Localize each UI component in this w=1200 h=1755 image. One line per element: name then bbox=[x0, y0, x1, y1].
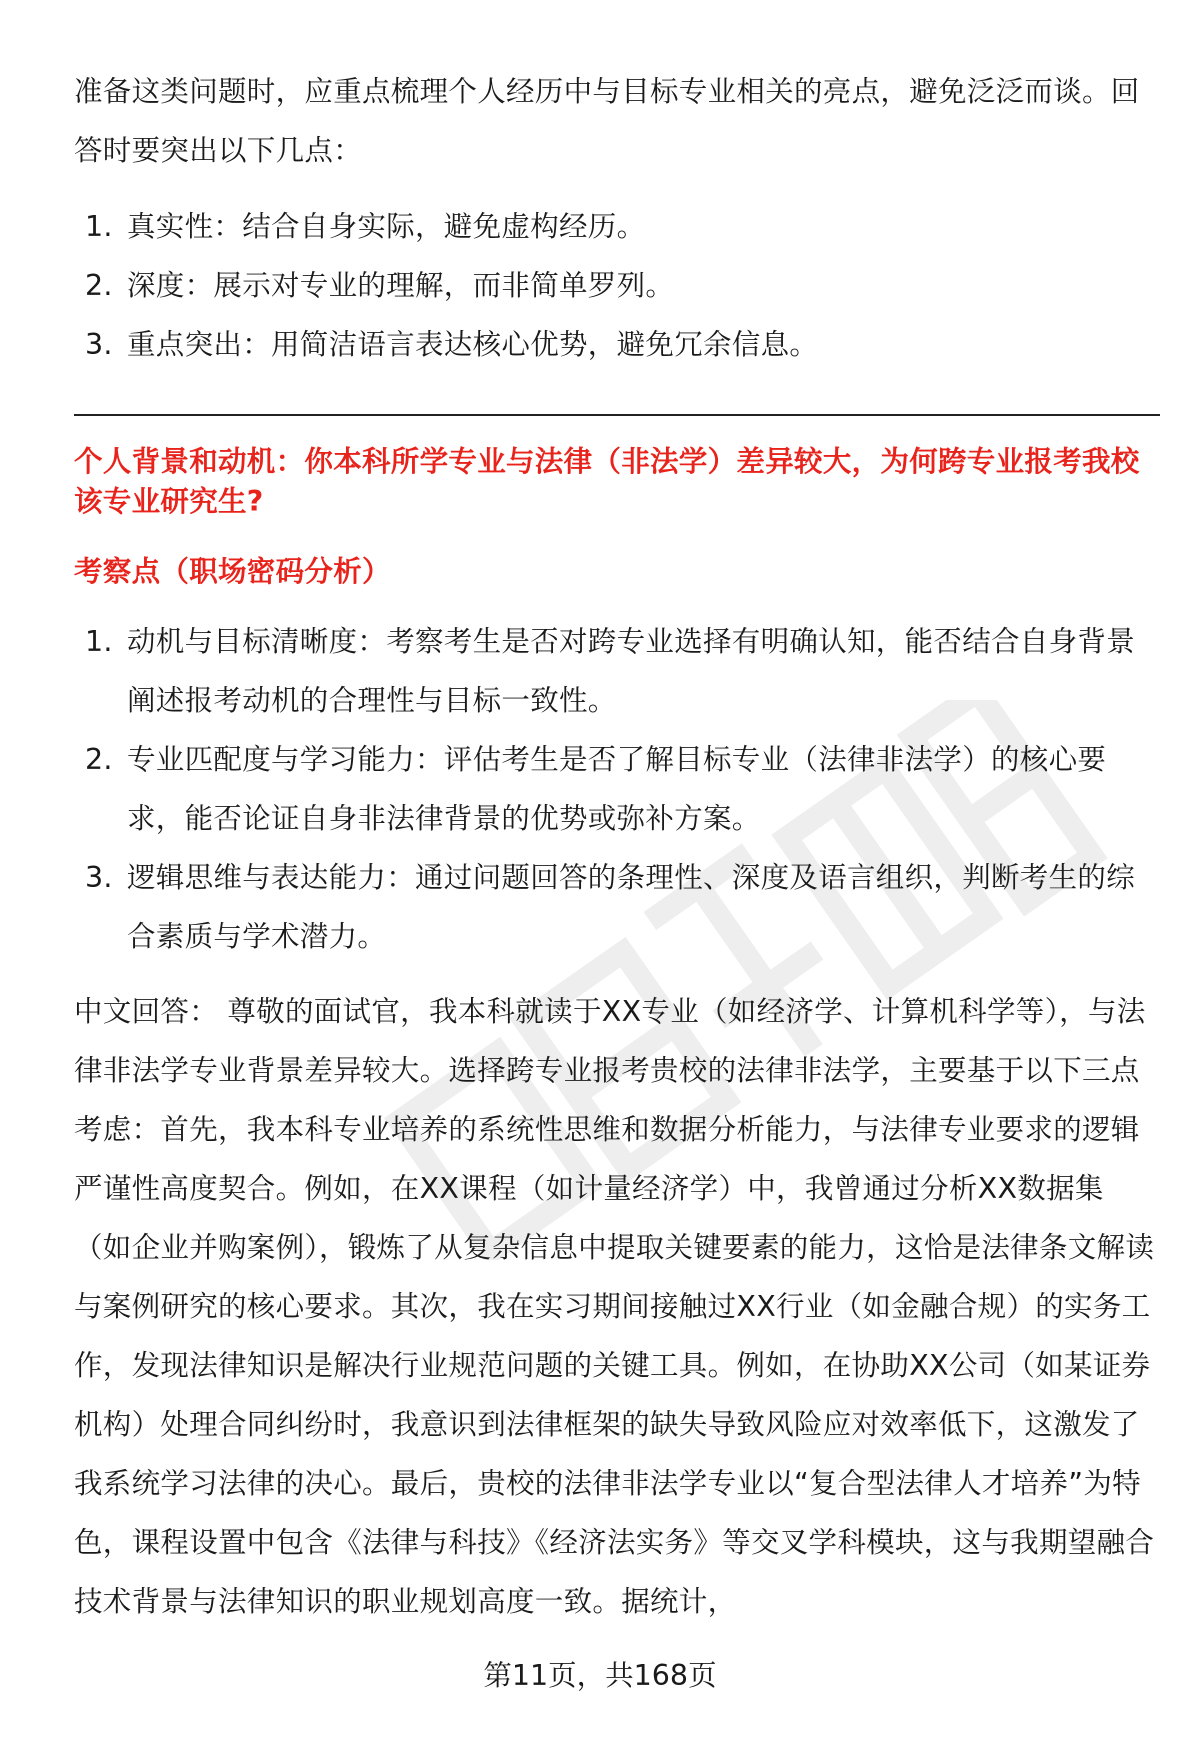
list-item bbox=[74, 256, 1160, 315]
answer-paragraph: 中文回答： 尊敬的面试官，我本科就读于XX专业（如经济学、计算机科学等），与法律非法学专业背景差异较大。选择跨专业报考贵校的法律非法学，主要基于以下三点考虑：首先，我本科专业培养的系统性思维和数据分析能力，与法律专业要求的逻辑严谨性高度契合。例如，在XX课程（如计量经济学）中，我曾通过分析XX数据集（如企业并购案例），锻炼了从复杂信息中提取关键要素的能力，这恰是法律条文解读与案例研究的核心要求。其次，我在实习期间接触过XX行业（如金融合规）的实务工作，发现法律知识是解决行业规范问题的关键工具。例如，在协助XX公司（如某证券机构）处理合同纠纷时，我意识到法律框架的缺失导致风险应对效率低下，这激发了我系统学习法律的决心。最后，贵校的法律非法学专业以“复合型法律人才培养”为特色，课程设置中包含《法律与科技》《经济法实务》等交叉学科模块，这与我期望融合技术背景与法律知识的职业规划高度一致。据统计， bbox=[74, 995, 1155, 1618]
list-text: 深度：展示对专业的理解，而非简单罗列。 bbox=[127, 269, 675, 302]
analysis-list bbox=[74, 612, 1160, 966]
question-subtitle: 考察点（职场密码分析） bbox=[74, 555, 391, 588]
intro-paragraph: 准备这类问题时，应重点梳理个人经历中与目标专业相关的亮点，避免泛泛而谈。回答时要突出以下几点： bbox=[74, 75, 1140, 167]
list-number: 3. bbox=[85, 861, 113, 894]
list-text: 专业匹配度与学习能力：评估考生是否了解目标专业（法律非法学）的核心要求，能否论证自身非法律背景的优势或弥补方案。 bbox=[127, 743, 1107, 835]
list-item bbox=[74, 612, 1160, 730]
list-item bbox=[74, 315, 1160, 374]
list-number: 2. bbox=[85, 269, 113, 302]
question-title: 个人背景和动机：你本科所学专业与法律（非法学）差异较大，为何跨专业报考我校该专业研究生? bbox=[74, 445, 1140, 518]
list-item bbox=[74, 730, 1160, 848]
list-number: 2. bbox=[85, 743, 113, 776]
list-text: 逻辑思维与表达能力：通过问题回答的条理性、深度及语言组织，判断考生的综合素质与学术潜力。 bbox=[127, 861, 1136, 953]
list-text: 动机与目标清晰度：考察考生是否对跨专业选择有明确认知，能否结合自身背景阐述报考动机的合理性与目标一致性。 bbox=[127, 625, 1136, 717]
list-number: 1. bbox=[85, 625, 113, 658]
list-text: 真实性：结合自身实际，避免虚构经历。 bbox=[127, 210, 646, 243]
list-item bbox=[74, 197, 1160, 256]
page-number-footer: 第11页，共168页 bbox=[483, 1659, 717, 1692]
list-item bbox=[74, 848, 1160, 966]
section-divider bbox=[74, 414, 1160, 416]
list-number: 3. bbox=[85, 328, 113, 361]
list-number: 1. bbox=[85, 210, 113, 243]
list-text: 重点突出：用简洁语言表达核心优势，避免冗余信息。 bbox=[127, 328, 819, 361]
intro-list bbox=[74, 197, 1160, 374]
page-content bbox=[74, 62, 1160, 1631]
